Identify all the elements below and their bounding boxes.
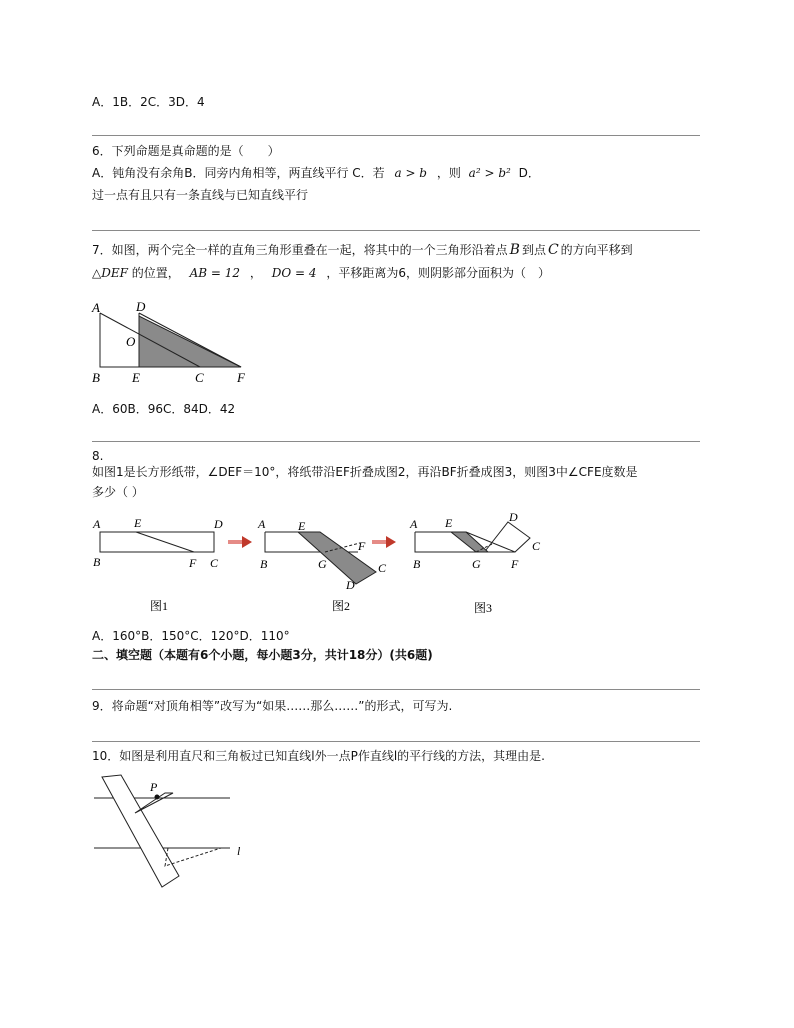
q6-options-line1 [92, 165, 540, 181]
fig2-label-d: D [346, 578, 355, 592]
fig2-label-c: C [378, 561, 387, 575]
q6-text-a: A．钝角没有余角B．同旁内角相等，两直线平行 C．若 [92, 166, 385, 180]
fig1-label-e: E [134, 516, 142, 530]
q8-number: 8. [92, 449, 104, 463]
q8-stem-line1: 如图1是长方形纸带，∠DEF＝10°，将纸带沿EF折叠成图2，再沿BF折叠成图3，则图3中∠CFE度数是 [92, 465, 638, 479]
q6-stem: 6．下列命题是真命题的是（ ） [92, 144, 280, 158]
divider [92, 230, 700, 231]
q5-options: A．1B．2C．3D．4 [92, 95, 205, 109]
fig1-label-a: A [93, 517, 101, 531]
q10-figure [88, 772, 258, 892]
q10-ruler [102, 775, 179, 887]
q7-text-e: ，平移距离为6，则阴影部分面积为（ ） [326, 266, 550, 280]
fig3-caption: 图3 [474, 601, 493, 615]
q6-condition: a > b [394, 166, 427, 180]
q7-text-b: 到点 [521, 243, 546, 257]
divider [92, 689, 700, 690]
q7-ab: AB = 12 [189, 266, 241, 280]
q10-label-l: l [237, 844, 241, 858]
divider [92, 135, 700, 136]
q8-figure-2 [257, 517, 387, 613]
divider [92, 741, 700, 742]
q7-text-c: 的方向平移到 [560, 243, 633, 257]
q10-stem: 10．如图是利用直尺和三角板过已知直线l外一点P作直线l的平行线的方法，其理由是. [92, 749, 545, 763]
fig2-label-e: E [298, 519, 306, 533]
fig2-caption: 图2 [332, 599, 351, 613]
fig3-label-b: B [413, 557, 421, 571]
fig3-label-c: C [532, 539, 541, 553]
fig1-label-f: F [189, 556, 197, 570]
q7-label-a: A [92, 300, 100, 315]
q8-options: A．160°B．150°C．120°D．110° [92, 629, 290, 643]
q9-stem: 9．将命题“对顶角相等”改写为“如果……那么……”的形式，可写为. [92, 699, 453, 713]
q6-options-line2: 过一点有且只有一条直线与已知直线平行 [92, 188, 309, 202]
q10-label-p: P [150, 780, 158, 794]
q7-label-e: E [132, 370, 140, 385]
q7-stem-line2 [92, 265, 550, 281]
fig3-label-f: F [511, 557, 519, 571]
fig3-label-g: G [472, 557, 481, 571]
q7-options: A．60B．96C．84D．42 [92, 402, 236, 416]
q7-label-f: F [237, 370, 245, 385]
q7-sep: ， [249, 266, 262, 280]
q7-figure [88, 296, 258, 388]
q7-point-c: C [547, 242, 559, 258]
q8-arrow-2 [372, 536, 396, 548]
q8-stem-line2: 多少（ ） [92, 485, 144, 499]
q7-label-o: O [126, 334, 136, 349]
fig1-label-c: C [210, 556, 219, 570]
fig1-caption: 图1 [150, 599, 169, 613]
q8-figure-3 [409, 510, 541, 615]
q7-text-a: 7．如图，两个完全一样的直角三角形重叠在一起，将其中的一个三角形沿着点 [92, 243, 508, 257]
fig2-label-g: G [318, 557, 327, 571]
section-2-title: 二、填空题（本题有6个小题，每小题3分，共计18分）(共6题) [92, 648, 433, 662]
q6-text-c: D． [518, 166, 540, 180]
fig2-label-a: A [258, 517, 266, 531]
q7-label-d: D [136, 299, 146, 314]
divider [92, 441, 700, 442]
q6-conclusion: a² > b² [468, 166, 511, 180]
fig1-label-b: B [93, 555, 101, 569]
q8-arrow-1 [228, 536, 252, 548]
q8-figure-1 [92, 516, 223, 613]
q10-triangle-upper [135, 793, 173, 813]
fig1-label-d: D [214, 517, 223, 531]
q7-do: DO = 4 [271, 266, 317, 280]
fig2-label-f: F [358, 539, 366, 553]
q10-triangle-lower [165, 848, 221, 866]
q10-point-p [155, 795, 160, 800]
fig3-label-d: D [509, 510, 518, 524]
q6-text-b: ，则 [436, 166, 461, 180]
fig2-label-b: B [260, 557, 268, 571]
q7-point-b: B [509, 242, 520, 258]
q7-triangle: △DEF [92, 266, 128, 280]
q7-label-b: B [92, 370, 100, 385]
q7-text-d: 的位置， [131, 266, 180, 280]
fig3-label-e: E [445, 516, 453, 530]
fig3-label-a: A [410, 517, 418, 531]
q8-figures [88, 510, 558, 620]
q7-stem-line1 [92, 242, 633, 258]
q7-label-c: C [195, 370, 204, 385]
